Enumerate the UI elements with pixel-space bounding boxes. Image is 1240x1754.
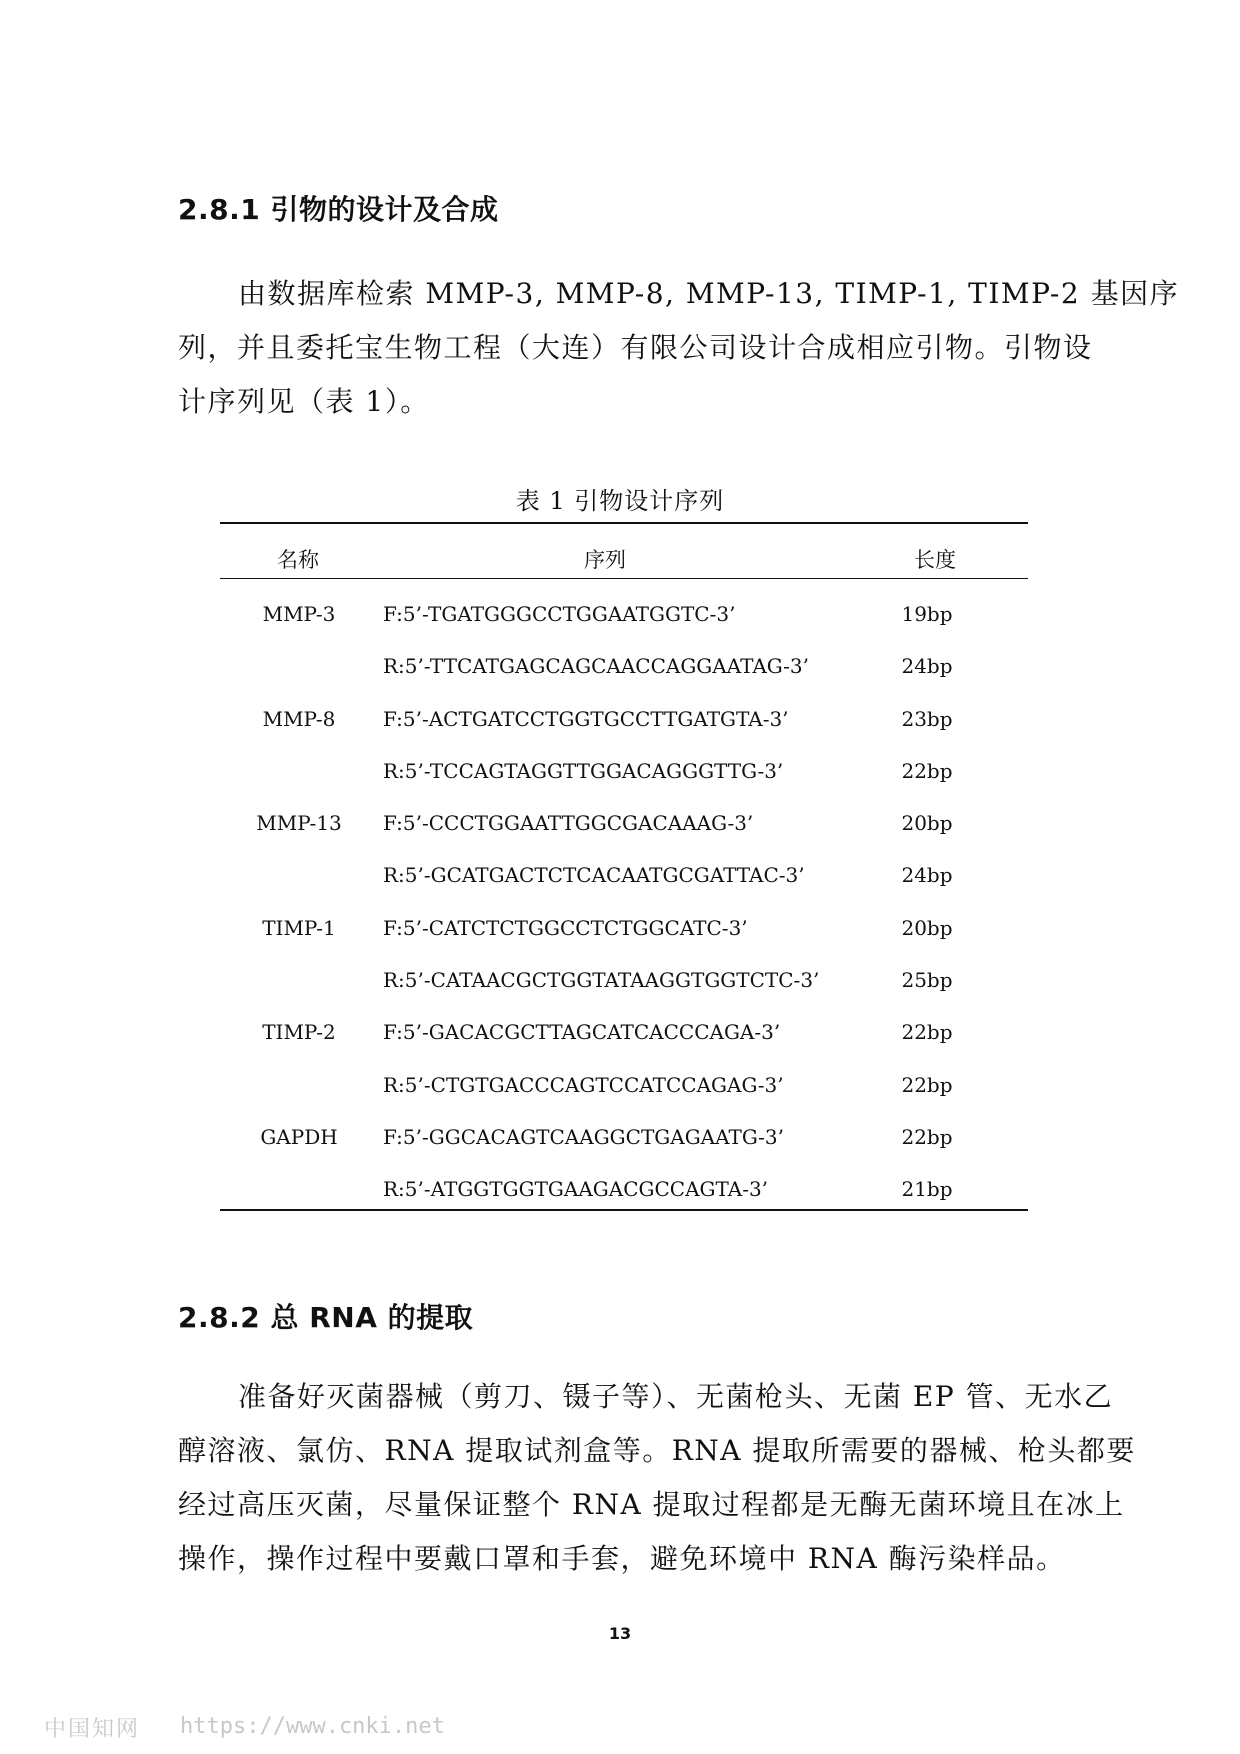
- primer-name-cell: TIMP-1: [262, 915, 336, 940]
- table-top-rule: [220, 522, 1028, 524]
- primer-length-cell: 24bp: [901, 863, 953, 888]
- primer-sequence-cell: R:5’-TCCAGTAGGTTGGACAGGGTTG-3’: [383, 758, 784, 783]
- primer-length-cell: 20bp: [901, 811, 953, 836]
- table-header-length: 长度: [914, 548, 956, 572]
- primer-length-cell: 25bp: [901, 968, 953, 993]
- primer-length-cell: 19bp: [901, 602, 953, 626]
- paragraph-primer-design: [178, 267, 1180, 429]
- primer-sequence-cell: F:5’-GGCACAGTCAAGGCTGAGAATG-3’: [383, 1124, 785, 1149]
- primer-name-cell: GAPDH: [260, 1124, 338, 1149]
- table-bottom-rule: [220, 1209, 1028, 1211]
- primer-length-cell: 23bp: [901, 706, 953, 731]
- paragraph-line: 经过高压灭菌，尽量保证整个 RNA 提取过程都是无酶无菌环境且在冰上: [178, 1488, 1125, 1521]
- primer-sequence-cell: R:5’-GCATGACTCTCACAATGCGATTAC-3’: [383, 863, 805, 888]
- primer-sequence-cell: R:5’-ATGGTGGTGAAGACGCCAGTA-3’: [383, 1177, 769, 1202]
- paragraph-line: 由数据库检索 MMP-3, MMP-8, MMP-13, TIMP-1, TIMP-2 基因序: [238, 277, 1180, 310]
- primer-length-cell: 22bp: [901, 1020, 953, 1045]
- primer-length-cell: 21bp: [901, 1177, 953, 1202]
- primer-sequence-cell: F:5’-TGATGGGCCTGGAATGGTC-3’: [383, 602, 736, 626]
- table-row: [220, 1065, 1028, 1117]
- table-header-rule: [220, 578, 1028, 579]
- primer-table-body: [220, 594, 1028, 1222]
- table-header-name: 名称: [277, 548, 319, 572]
- table-caption: 表 1 引物设计序列: [515, 487, 725, 515]
- primer-sequence-cell: R:5’-TTCATGAGCAGCAACCAGGAATAG-3’: [383, 654, 809, 679]
- primer-length-cell: 22bp: [901, 1072, 953, 1097]
- watermark-brand: 中国知网: [44, 1717, 141, 1742]
- primer-length-cell: 22bp: [901, 758, 953, 783]
- table-row: [220, 803, 1028, 855]
- primer-length-cell: 22bp: [901, 1124, 953, 1149]
- paragraph-line: 醇溶液、氯仿、RNA 提取试剂盒等。RNA 提取所需要的器械、枪头都要: [178, 1434, 1136, 1467]
- page-number: 13: [608, 1624, 632, 1643]
- primer-sequence-cell: F:5’-ACTGATCCTGGTGCCTTGATGTA-3’: [383, 706, 789, 731]
- table-header-sequence: 序列: [584, 548, 626, 572]
- table-row: [220, 751, 1028, 803]
- table-row: [220, 1012, 1028, 1064]
- primer-sequence-cell: F:5’-CCCTGGAATTGGCGACAAAG-3’: [383, 811, 754, 836]
- primer-sequence-cell: F:5’-GACACGCTTAGCATCACCCAGA-3’: [383, 1020, 781, 1045]
- primer-name-cell: TIMP-2: [262, 1020, 336, 1045]
- section-heading-primer-design: 2.8.1 引物的设计及合成: [178, 193, 499, 226]
- watermark-url: https://www.cnki.net: [180, 1714, 445, 1739]
- table-row: [220, 594, 1028, 646]
- table-row: [220, 855, 1028, 907]
- table-row: [220, 699, 1028, 751]
- paragraph-line: 准备好灭菌器械（剪刀、镊子等）、无菌枪头、无菌 EP 管、无水乙: [238, 1380, 1114, 1413]
- paragraph-line: 列，并且委托宝生物工程（大连）有限公司设计合成相应引物。引物设: [178, 331, 1093, 364]
- table-row: [220, 908, 1028, 960]
- primer-length-cell: 20bp: [901, 915, 953, 940]
- table-row: [220, 960, 1028, 1012]
- primer-sequence-cell: R:5’-CTGTGACCCAGTCCATCCAGAG-3’: [383, 1072, 784, 1097]
- paragraph-rna-extraction: [178, 1370, 1136, 1586]
- primer-sequence-cell: R:5’-CATAACGCTGGTATAAGGTGGTCTC-3’: [383, 968, 820, 993]
- primer-name-cell: MMP-3: [262, 602, 336, 626]
- section-heading-rna-extraction: 2.8.2 总 RNA 的提取: [178, 1301, 474, 1334]
- primer-name-cell: MMP-8: [262, 706, 336, 731]
- primer-sequence-cell: F:5’-CATCTCTGGCCTCTGGCATC-3’: [383, 915, 748, 940]
- paragraph-line: 计序列见（表 1）。: [178, 385, 430, 418]
- paragraph-line: 操作，操作过程中要戴口罩和手套，避免环境中 RNA 酶污染样品。: [178, 1542, 1066, 1575]
- primer-length-cell: 24bp: [901, 654, 953, 679]
- table-row: [220, 1169, 1028, 1221]
- table-row: [220, 1117, 1028, 1169]
- primer-name-cell: MMP-13: [256, 811, 342, 836]
- table-row: [220, 646, 1028, 698]
